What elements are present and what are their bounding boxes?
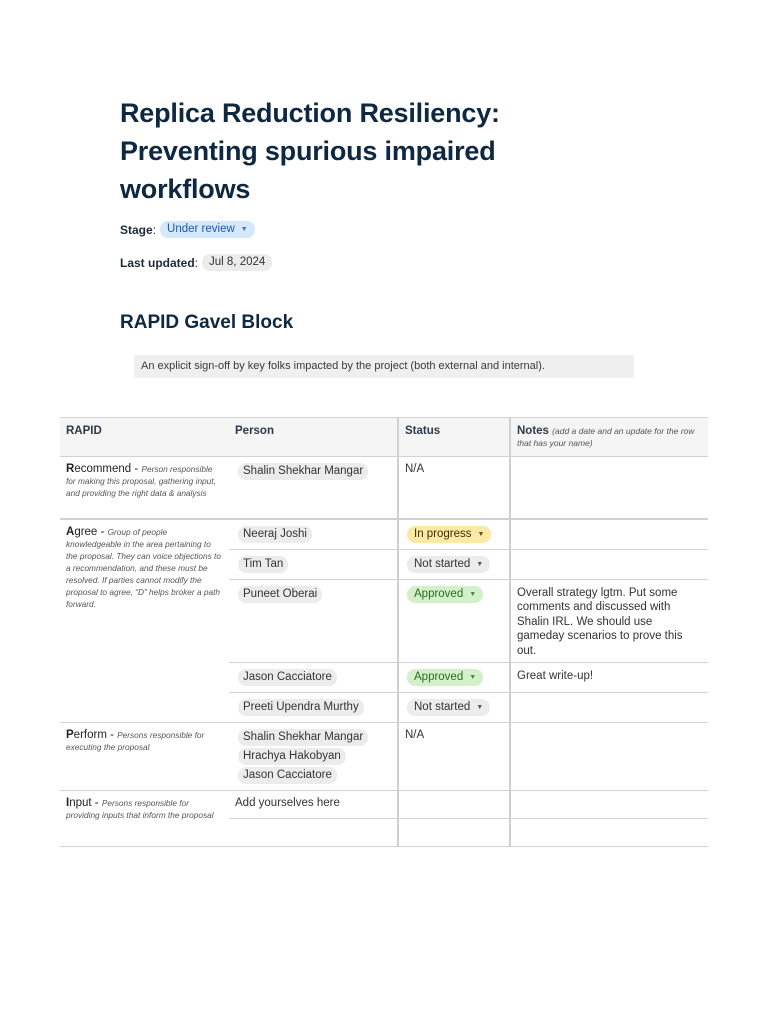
table-row (60, 791, 708, 819)
person-cell (229, 663, 398, 693)
notes-cell[interactable] (510, 663, 708, 693)
last-updated-row: Last updated : Jul 8, 2024 (120, 254, 272, 271)
last-updated-label: Last updated (120, 255, 195, 270)
status-cell (398, 579, 510, 663)
person-cell (229, 693, 398, 723)
status-dropdown[interactable]: Not started ▼ (407, 556, 490, 573)
person-cell (229, 549, 398, 579)
person-cell (229, 723, 398, 791)
role-description: Persons responsible for providing inputs that inform the proposal (66, 798, 214, 820)
person-cell[interactable] (229, 819, 398, 847)
notes-cell[interactable] (510, 819, 708, 847)
table-row (60, 723, 708, 791)
header-person: Person (229, 418, 398, 457)
status-dropdown[interactable]: In progress ▼ (407, 526, 491, 543)
person-cell (229, 519, 398, 550)
notes-cell[interactable] (510, 457, 708, 519)
table-row (60, 519, 708, 550)
status-cell[interactable] (398, 819, 510, 847)
table-row (60, 457, 708, 519)
person-mention[interactable]: Neeraj Joshi (238, 526, 312, 543)
rapid-table (60, 417, 708, 847)
stage-label: Stage (120, 222, 153, 237)
person-mention[interactable]: Tim Tan (238, 556, 288, 573)
role-input: Input - Persons responsible for providing inputs that inform the proposal (60, 791, 229, 847)
role-description: Persons responsible for executing the proposal (66, 730, 205, 752)
status-cell: N/A (398, 723, 510, 791)
stage-row: Stage : Under review ▼ (120, 221, 255, 238)
role-recommend: Recommend - Person responsible for making this proposal, gathering input, and providing the right data & analysis (60, 457, 229, 519)
header-notes-hint: (add a date and an update for the row that has your name) (517, 426, 695, 448)
role-description: Person responsible for making this proposal, gathering input, and providing the right data & analysis (66, 464, 216, 498)
chevron-down-icon: ▼ (469, 590, 477, 598)
person-cell[interactable] (229, 791, 398, 819)
callout-box: An explicit sign-off by key folks impacted by the project (both external and internal). (134, 355, 634, 378)
notes-cell[interactable] (510, 549, 708, 579)
status-dropdown[interactable]: Not started ▼ (407, 699, 490, 716)
status-cell[interactable] (398, 791, 510, 819)
chevron-down-icon: ▼ (240, 226, 248, 233)
chevron-down-icon: ▼ (476, 704, 484, 711)
person-cell (229, 579, 398, 663)
notes-cell[interactable] (510, 519, 708, 550)
header-notes-label: Notes (517, 425, 549, 437)
notes-cell[interactable] (510, 791, 708, 819)
note-text: Overall strategy lgtm. Put some comments and discussed with Shalin IRL. We should use gameday scenarios to prove this out. (517, 586, 683, 657)
person-mention[interactable]: Jason Cacciatore (238, 669, 337, 686)
person-cell (229, 457, 398, 519)
header-status: Status (398, 418, 510, 457)
status-dropdown[interactable]: Approved ▼ (407, 586, 483, 603)
role-perform: Perform - Persons responsible for executing the proposal (60, 723, 229, 791)
notes-cell[interactable] (510, 693, 708, 723)
person-mention[interactable]: Shalin Shekhar Mangar (238, 463, 368, 480)
role-description: Group of people knowledgeable in the area pertaining to the proposal. They can voice objections to a recommendation, and these must be resolved. If parties cannot modify the proposal to agree, “D” helps broker a path forward. (66, 526, 221, 609)
section-heading: RAPID Gavel Block (120, 312, 294, 333)
person-mention[interactable]: Puneet Oberai (238, 586, 322, 603)
chevron-down-icon: ▼ (477, 530, 485, 538)
status-cell: N/A (398, 457, 510, 519)
person-mention[interactable]: Preeti Upendra Murthy (238, 699, 364, 716)
person-mention[interactable]: Jason Cacciatore (238, 767, 337, 784)
page-title: Replica Reduction Resiliency: Preventing spurious impaired workflows (120, 98, 500, 204)
person-mention[interactable]: Hrachya Hakobyan (238, 748, 346, 765)
status-dropdown[interactable]: Approved ▼ (407, 669, 483, 686)
status-cell (398, 693, 510, 723)
chevron-down-icon: ▼ (476, 560, 484, 568)
stage-dropdown[interactable] (160, 221, 255, 238)
status-cell (398, 663, 510, 693)
stage-value: Under review (167, 223, 235, 235)
header-notes (510, 418, 708, 457)
last-updated-date-chip[interactable]: Jul 8, 2024 (202, 254, 272, 271)
add-yourselves-placeholder: Add yourselves here (235, 797, 340, 809)
chevron-down-icon: ▼ (469, 674, 477, 681)
role-agree: Agree - Group of people knowledgeable in the area pertaining to the proposal. They can voice objections to a recommendation, and these must be resolved. If parties cannot modify the proposal to agree, “D” helps broker a path forward. (60, 519, 229, 723)
table-header-row (60, 418, 708, 457)
status-cell (398, 549, 510, 579)
status-cell (398, 519, 510, 550)
note-text: Great write-up! (517, 670, 594, 682)
header-rapid: RAPID (60, 418, 229, 457)
person-mention[interactable]: Shalin Shekhar Mangar (238, 729, 368, 746)
notes-cell[interactable] (510, 723, 708, 791)
notes-cell[interactable] (510, 579, 708, 663)
